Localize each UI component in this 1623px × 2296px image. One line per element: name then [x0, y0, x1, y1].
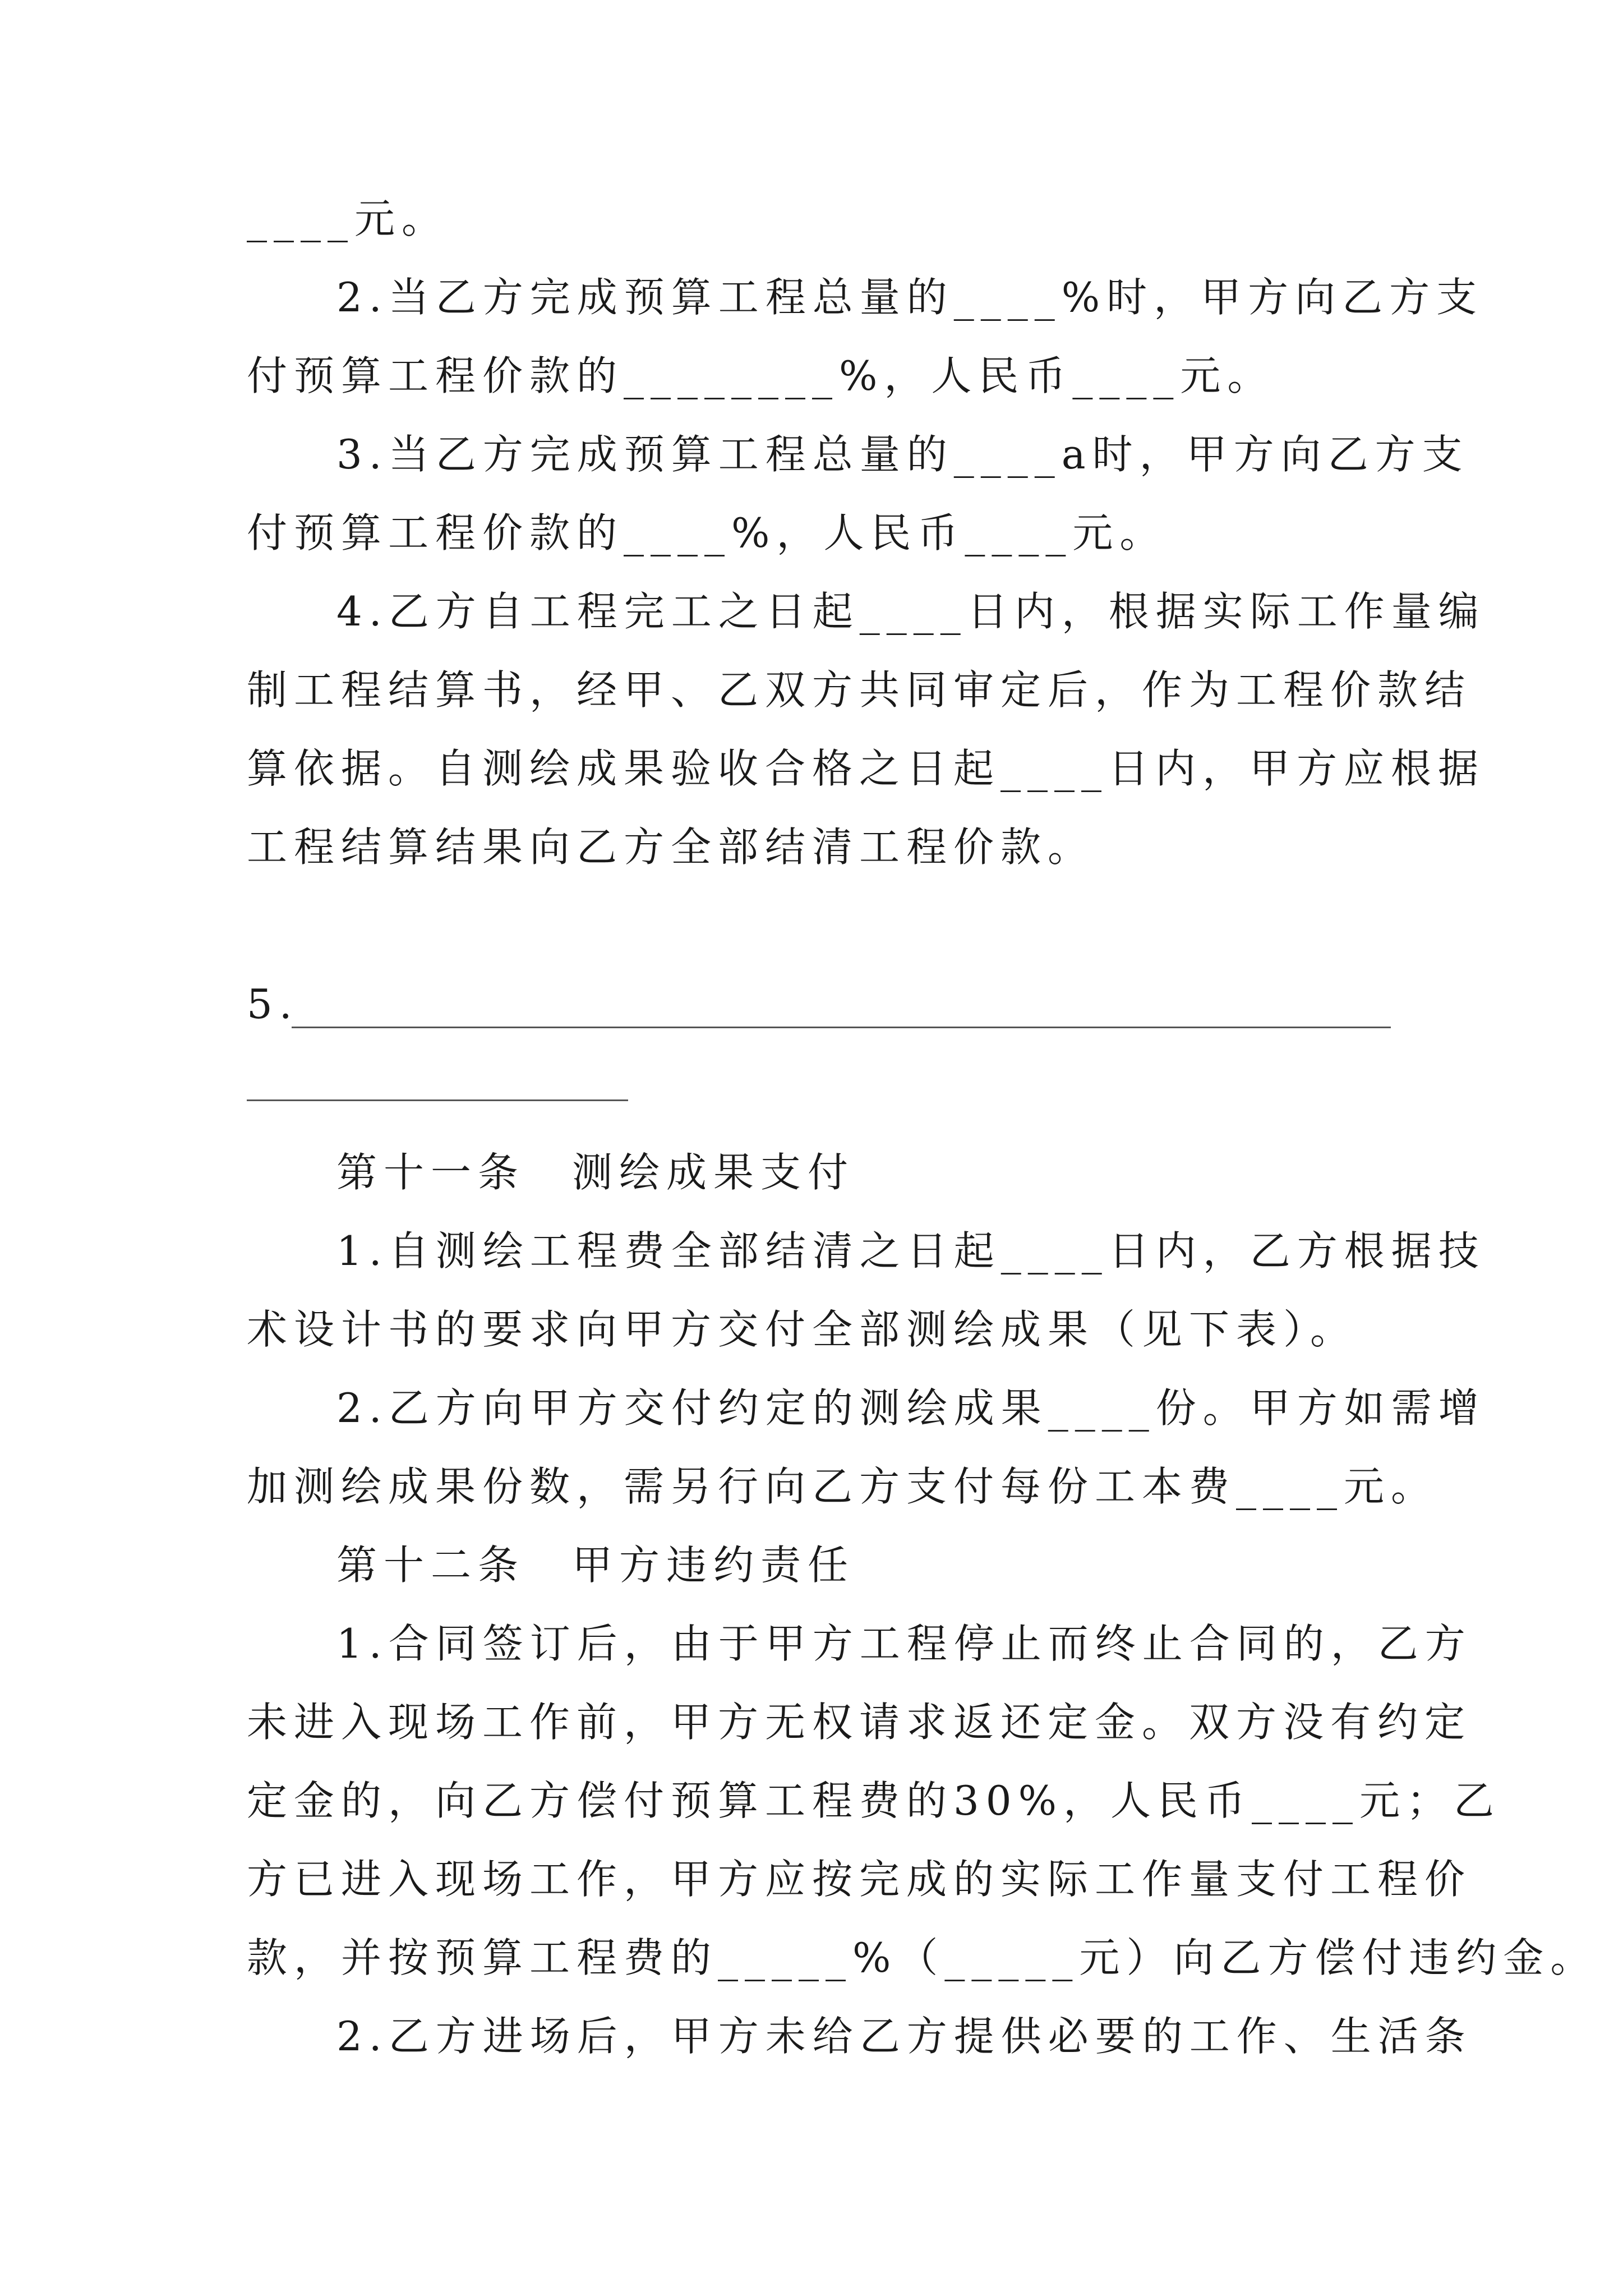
text-line: 工程结算结果向乙方全部结清工程价款。 [247, 823, 1095, 871]
clause-11-item-2: 2.乙方向甲方交付约定的测绘成果____份。甲方如需增 [336, 1384, 1486, 1432]
clause-12-heading: 第十二条 甲方违约责任 [336, 1542, 855, 1589]
text-line: 款，并按预算工程费的_____%（_____元）向乙方偿付违约金。 [247, 1934, 1598, 1981]
text-line: 算依据。自测绘成果验收合格之日起____日内，甲方应根据 [247, 745, 1486, 792]
text-line: ____元。 [247, 195, 449, 242]
clause-10-item-5: 5. [247, 981, 299, 1028]
clause-10-item-4: 4.乙方自工程完工之日起____日内，根据实际工作量编 [336, 588, 1486, 635]
text-line: 制工程结算书，经甲、乙双方共同审定后，作为工程价款结 [247, 666, 1472, 714]
clause-10-item-2: 2.当乙方完成预算工程总量的____%时，甲方向乙方支 [336, 274, 1484, 321]
text-line: 定金的，向乙方偿付预算工程费的30%，人民币____元；乙 [247, 1777, 1501, 1824]
text-line: 付预算工程价款的________%，人民币____元。 [247, 352, 1275, 399]
fill-in-blank-line [292, 1027, 1391, 1028]
clause-11-heading: 第十一条 测绘成果支付 [336, 1149, 855, 1196]
clause-10-item-3: 3.当乙方完成预算工程总量的____a时，甲方向乙方支 [336, 431, 1469, 478]
text-line: 术设计书的要求向甲方交付全部测绘成果（见下表）。 [247, 1306, 1358, 1353]
text-line: 加测绘成果份数，需另行向乙方支付每份工本费____元。 [247, 1463, 1438, 1510]
clause-12-item-2: 2.乙方进场后，甲方未给乙方提供必要的工作、生活条 [336, 2013, 1472, 2060]
text-line: 未进入现场工作前，甲方无权请求返还定金。双方没有约定 [247, 1699, 1472, 1746]
clause-11-item-1: 1.自测绘工程费全部结清之日起____日内，乙方根据技 [336, 1227, 1486, 1274]
text-line: 付预算工程价款的____%，人民币____元。 [247, 509, 1167, 556]
text-line: 方已进入现场工作，甲方应按完成的实际工作量支付工程价 [247, 1856, 1472, 1903]
fill-in-blank-line [247, 1099, 628, 1101]
clause-12-item-1: 1.合同签订后，由于甲方工程停止而终止合同的，乙方 [336, 1620, 1472, 1667]
